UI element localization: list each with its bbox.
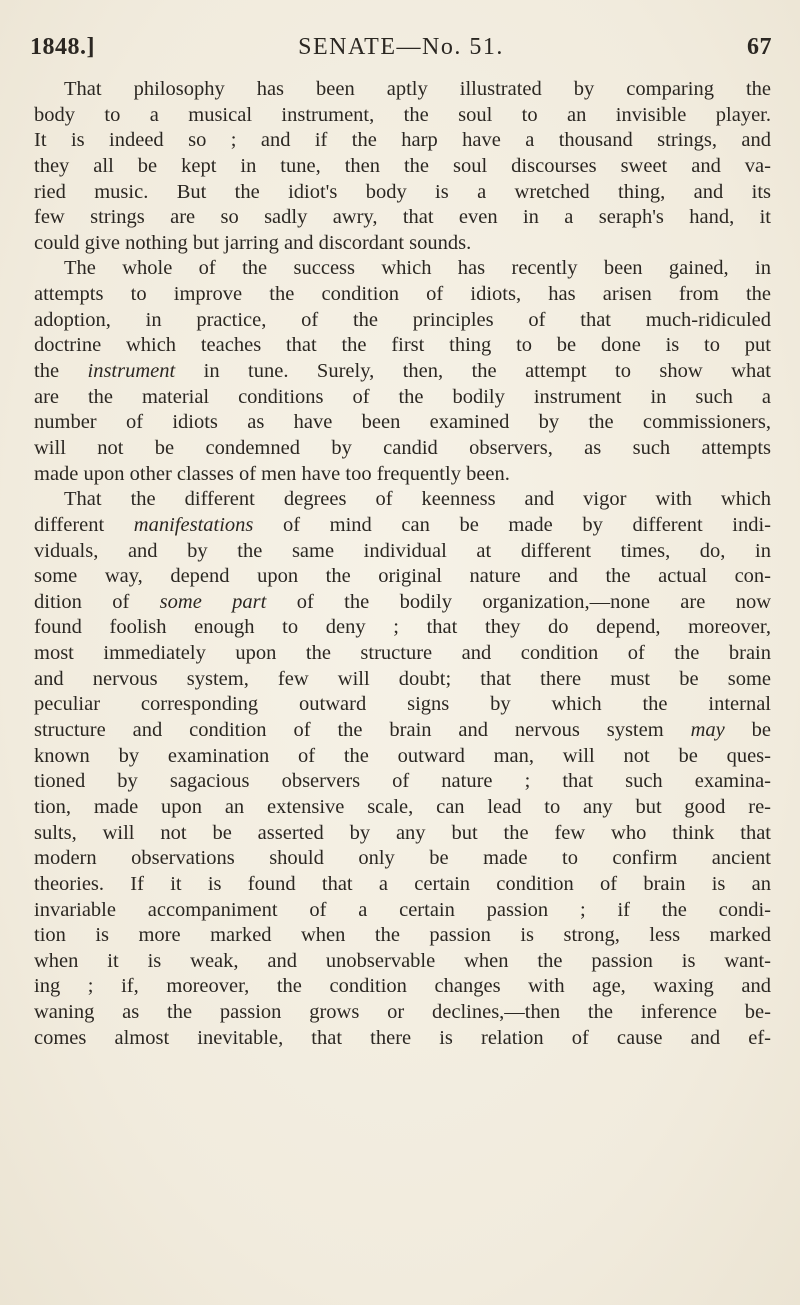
text-line xyxy=(34,539,771,565)
text-line xyxy=(34,667,771,693)
text-line xyxy=(34,898,771,924)
text-line xyxy=(34,513,771,539)
text-run: ried music. But the idiot's body is a wretched thing, and its xyxy=(34,180,771,203)
text-line xyxy=(34,949,771,975)
text-run: modern observations should only be made to confirm ancient xyxy=(34,847,771,870)
text-line xyxy=(34,846,771,872)
running-head xyxy=(30,34,772,74)
text-run: adoption, in practice, of the principles of that much-ridiculed xyxy=(34,308,771,331)
text-line xyxy=(34,1000,771,1026)
text-run: tion is more marked when the passion is strong, less marked xyxy=(34,924,771,947)
text-line xyxy=(34,590,771,616)
text-run: peculiar corresponding outward signs by which the internal xyxy=(34,693,771,716)
text-run: some way, depend upon the original nature and the actual con- xyxy=(34,565,771,588)
text-line xyxy=(34,641,771,667)
text-run: body to a musical instrument, the soul to an invisible player. xyxy=(34,103,771,126)
text-run: The whole of the success which has recently been gained, in xyxy=(64,257,771,280)
text-line xyxy=(34,333,771,359)
text-line xyxy=(34,821,771,847)
text-run: That the different degrees of keenness and vigor with which xyxy=(64,488,771,511)
text-run: invariable accompaniment of a certain passion ; if the condi- xyxy=(34,898,771,921)
text-run: viduals, and by the same individual at different times, do, in xyxy=(34,539,771,562)
text-line xyxy=(34,974,771,1000)
text-line xyxy=(34,564,771,590)
text-line xyxy=(34,410,771,436)
text-line xyxy=(34,615,771,641)
text-run: waning as the passion grows or declines,—then the inference be- xyxy=(34,1001,771,1024)
text-line xyxy=(34,103,771,129)
running-head-title: SENATE—No. 51. xyxy=(298,34,504,60)
page-number: 67 xyxy=(747,34,772,60)
text-run: made upon other classes of men have too frequently been. xyxy=(34,462,510,485)
text-run: of the bodily organization,—none are now xyxy=(266,590,771,613)
text-run: different xyxy=(34,513,134,536)
running-head-year: 1848.] xyxy=(30,34,95,60)
text-run: and nervous system, few will doubt; that there must be some xyxy=(34,667,771,690)
text-line xyxy=(34,769,771,795)
text-line xyxy=(34,385,771,411)
italic-text: manifestations xyxy=(133,513,254,536)
text-line xyxy=(34,692,771,718)
text-run: are the material conditions of the bodily instrument in such a xyxy=(34,385,771,408)
text-line xyxy=(34,462,771,488)
text-line xyxy=(34,1026,771,1052)
text-run: ing ; if, moreover, the condition changes with age, waxing and xyxy=(34,975,771,998)
text-run: few strings are so sadly awry, that even in a seraph's hand, it xyxy=(34,206,771,229)
text-run: sults, will not be asserted by any but the few who think that xyxy=(34,821,771,844)
text-run: they all be kept in tune, then the soul discourses sweet and va- xyxy=(34,154,771,177)
text-run: structure and condition of the brain and nervous system xyxy=(34,719,691,742)
text-line xyxy=(34,128,771,154)
text-line xyxy=(34,718,771,744)
text-line xyxy=(34,308,771,334)
text-line xyxy=(34,872,771,898)
text-line xyxy=(34,154,771,180)
text-run: comes almost inevitable, that there is relation of cause and ef- xyxy=(34,1026,771,1049)
text-run: will not be condemned by candid observers, as such attempts xyxy=(34,436,771,459)
text-line xyxy=(34,282,771,308)
text-run: dition of xyxy=(34,590,160,613)
body-text xyxy=(34,77,771,1051)
italic-text: may xyxy=(690,719,725,742)
italic-text: instrument xyxy=(87,360,176,383)
text-run: could give nothing but jarring and discordant sounds. xyxy=(34,231,472,254)
text-run: when it is weak, and unobservable when the passion is want- xyxy=(34,949,771,972)
text-line xyxy=(34,180,771,206)
text-run: be xyxy=(724,719,771,742)
text-run: in tune. Surely, then, the attempt to show what xyxy=(175,360,771,383)
text-line xyxy=(34,256,771,282)
text-line xyxy=(34,923,771,949)
text-run: of mind can be made by different indi- xyxy=(253,513,771,536)
text-line xyxy=(34,487,771,513)
text-run: attempts to improve the condition of idiots, has arisen from the xyxy=(34,283,771,306)
italic-text: some part xyxy=(159,590,267,613)
text-line xyxy=(34,436,771,462)
text-run: That philosophy has been aptly illustrated by comparing the xyxy=(64,78,771,100)
text-run: tion, made upon an extensive scale, can lead to any but good re- xyxy=(34,795,771,818)
text-line xyxy=(34,744,771,770)
text-run: found foolish enough to deny ; that they do depend, moreover, xyxy=(34,616,771,639)
text-run: doctrine which teaches that the first thing to be done is to put xyxy=(34,334,771,357)
text-run: most immediately upon the structure and condition of the brain xyxy=(34,642,771,665)
text-run: It is indeed so ; and if the harp have a thousand strings, and xyxy=(34,129,771,152)
text-run: tioned by sagacious observers of nature ; that such examina- xyxy=(34,770,771,793)
text-run: known by examination of the outward man, will not be ques- xyxy=(34,744,771,767)
text-run: number of idiots as have been examined by the commissioners, xyxy=(34,411,771,434)
text-line xyxy=(34,205,771,231)
text-run: the xyxy=(34,360,88,383)
text-run: theories. If it is found that a certain condition of brain is an xyxy=(34,872,771,895)
text-line xyxy=(34,231,771,257)
text-line xyxy=(34,77,771,103)
text-line xyxy=(34,359,771,385)
text-line xyxy=(34,795,771,821)
